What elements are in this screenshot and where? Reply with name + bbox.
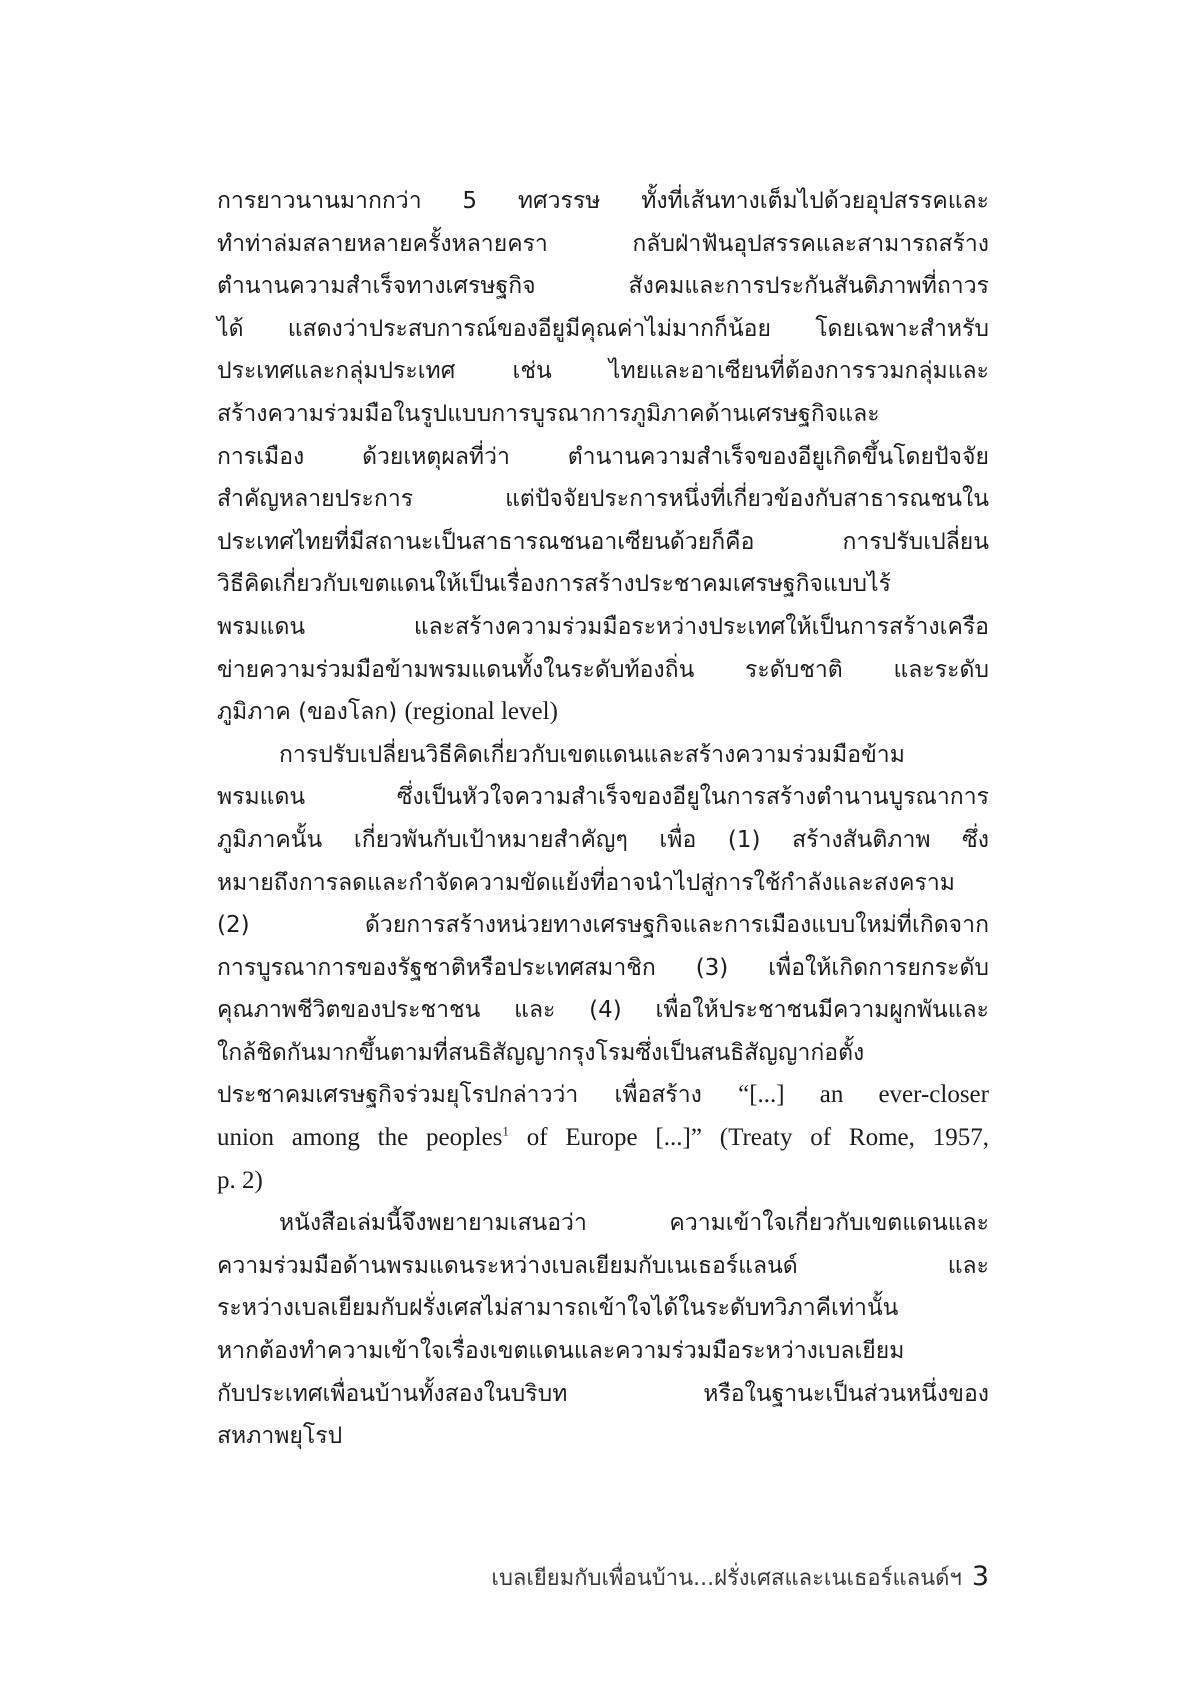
paragraph1-last-thai: ภูมิภาค (ของโลก) xyxy=(217,699,405,726)
page-number: 3 xyxy=(971,1561,989,1592)
union-line-post: of Europe [...]” (Treaty of Rome, 1957, xyxy=(508,1124,989,1152)
body-text xyxy=(217,180,989,1458)
paragraph2-line-10 xyxy=(217,1117,989,1160)
paragraph2-quote-thai: ประชาคมเศรษฐกิจร่วมยุโรปกล่าวว่า เพื่อสร้าง xyxy=(217,1082,739,1109)
paragraph1-line-4: ได้ แสดงว่าประสบการณ์ของอียูมีคุณค่าไม่มากก็น้อย โดยเฉพาะสำหรับ xyxy=(217,315,989,342)
paragraph1-last-latin: (regional level) xyxy=(404,698,558,726)
paragraph2-line-6: การบูรณาการของรัฐชาติหรือประเทศสมาชิก (3) เพื่อให้เกิดการยกระดับ xyxy=(217,954,989,981)
paragraph1-line-7: การเมือง ด้วยเหตุผลที่ว่า ตำนานความสำเร็จของอียูเกิดขึ้นโดยปัจจัย xyxy=(217,443,989,470)
running-title: เบลเยียมกับเพื่อนบ้าน...ฝรั่งเศสและเนเธอร์แลนด์ฯ xyxy=(491,1566,962,1591)
paragraph2-line-8: ใกล้ชิดกันมากขึ้นตามที่สนธิสัญญากรุงโรมซึ่งเป็นสนธิสัญญาก่อตั้ง xyxy=(217,1039,865,1066)
paragraph3-line-5: กับประเทศเพื่อนบ้านทั้งสองในบริบท หรือในฐานะเป็นส่วนหนึ่งของ xyxy=(217,1380,989,1407)
paragraph1-line-11: พรมแดน และสร้างความร่วมมือระหว่างประเทศให้เป็นการสร้างเครือ xyxy=(217,613,989,640)
union-line-pre: union among the peoples xyxy=(217,1124,503,1152)
paragraph1-line-8: สำคัญหลายประการ แต่ปัจจัยประการหนึ่งที่เกี่ยวข้องกับสาธารณชนใน xyxy=(217,486,989,513)
page-footer xyxy=(491,1560,989,1595)
paragraph3-line-4: หากต้องทำความเข้าใจเรื่องเขตแดนและความร่วมมือระหว่างเบลเยียม xyxy=(217,1338,905,1365)
paragraph1-line-13 xyxy=(217,691,989,734)
paragraph1-line-3: ตำนานความสำเร็จทางเศรษฐกิจ สังคมและการประกันสันติภาพที่ถาวร xyxy=(217,273,989,300)
paragraph2-line-2: พรมแดน ซึ่งเป็นหัวใจความสำเร็จของอียูในการสร้างตำนานบูรณาการ xyxy=(217,784,989,811)
paragraph2-line-9 xyxy=(217,1074,989,1117)
paragraph1-line-2: ทำท่าล่มสลายหลายครั้งหลายครา กลับฝ่าฟันอุปสรรคและสามารถสร้าง xyxy=(217,230,989,257)
paragraph1-line-9: ประเทศไทยที่มีสถานะเป็นสาธารณชนอาเซียนด้วยก็คือ การปรับเปลี่ยน xyxy=(217,528,989,555)
paragraph1-line-5: ประเทศและกลุ่มประเทศ เช่น ไทยและอาเซียนที่ต้องการรวมกลุ่มและ xyxy=(217,358,989,385)
paragraph1-line-6: สร้างความร่วมมือในรูปแบบการบูรณาการภูมิภาคด้านเศรษฐกิจและ xyxy=(217,400,880,427)
paragraph1-line-1: การยาวนานมากกว่า 5 ทศวรรษ ทั้งที่เส้นทางเต็มไปด้วยอุปสรรคและ xyxy=(217,188,989,214)
paragraph2-citation-end: p. 2) xyxy=(217,1166,263,1194)
paragraph2-line-1: การปรับเปลี่ยนวิธีคิดเกี่ยวกับเขตแดนและสร้างความร่วมมือข้าม xyxy=(279,741,905,768)
paragraph2-line-3: ภูมิภาคนั้น เกี่ยวพันกับเป้าหมายสำคัญๆ เพื่อ (1) สร้างสันติภาพ ซึ่ง xyxy=(217,826,989,853)
paragraph2-quote-latin: “[...] an ever-closer xyxy=(738,1081,989,1109)
paragraph1-line-10: วิธีคิดเกี่ยวกับเขตแดนให้เป็นเรื่องการสร้างประชาคมเศรษฐกิจแบบไร้ xyxy=(217,571,891,598)
paragraph3-line-1: หนังสือเล่มนี้จึงพยายามเสนอว่า ความเข้าใจเกี่ยวกับเขตแดนและ xyxy=(279,1210,989,1237)
paragraph2-line-7: คุณภาพชีวิตของประชาชน และ (4) เพื่อให้ประชาชนมีความผูกพันและ xyxy=(217,997,989,1024)
paragraph2-line-5: (2) ด้วยการสร้างหน่วยทางเศรษฐกิจและการเมืองแบบใหม่ที่เกิดจาก xyxy=(217,912,989,939)
paragraph3-line-2: ความร่วมมือด้านพรมแดนระหว่างเบลเยียมกับเนเธอร์แลนด์ และ xyxy=(217,1252,989,1279)
paragraph3-line-6: สหภาพยุโรป xyxy=(217,1423,343,1450)
paragraph2-line-4: หมายถึงการลดและกำจัดความขัดแย้งที่อาจนำไปสู่การใช้กำลังและสงคราม xyxy=(217,869,955,896)
paragraph3-line-3: ระหว่างเบลเยียมกับฝรั่งเศสไม่สามารถเข้าใจได้ในระดับทวิภาคีเท่านั้น xyxy=(217,1295,899,1322)
footnote-marker[interactable]: 1 xyxy=(502,1123,509,1139)
paragraph1-line-12: ข่ายความร่วมมือข้ามพรมแดนทั้งในระดับท้องถิ่น ระดับชาติ และระดับ xyxy=(217,656,989,683)
